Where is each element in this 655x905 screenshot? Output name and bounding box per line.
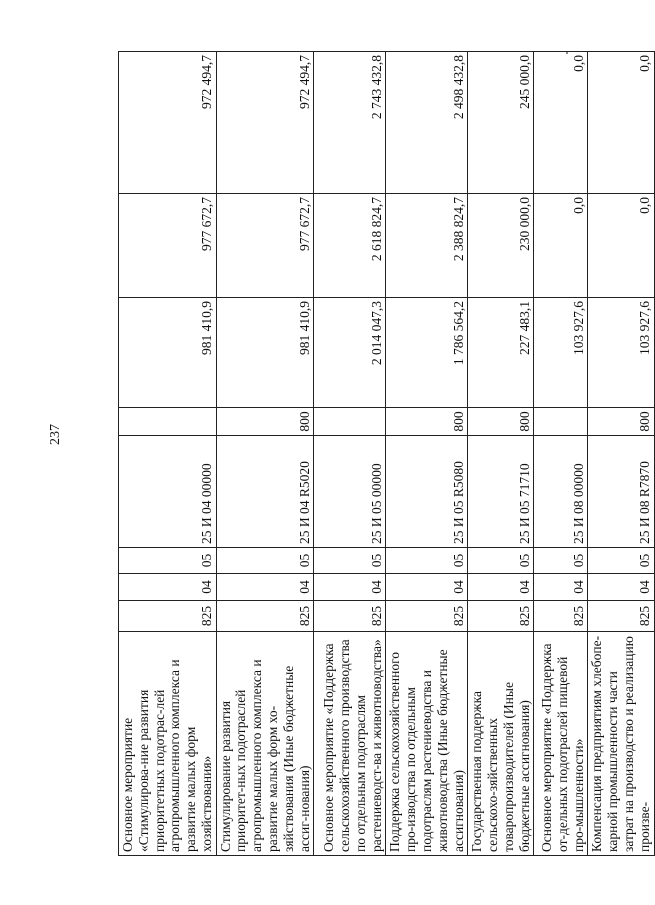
amount-year-1: 103 927,6 xyxy=(588,298,654,408)
table-row xyxy=(119,52,217,856)
table-row xyxy=(588,52,654,856)
target-article-code: 25 И 04 R5020 xyxy=(216,436,314,548)
subsection-code: 05 xyxy=(119,548,217,574)
amount-year-2: 2 618 824,7 xyxy=(314,194,386,298)
amount-year-1: 227 483,1 xyxy=(468,298,534,408)
amount-year-1: 103 927,6 xyxy=(534,298,588,408)
amount-year-3: 2 498 432,8 xyxy=(386,52,468,194)
amount-year-1: 1 786 564,2 xyxy=(386,298,468,408)
amount-year-3: 972 494,7 xyxy=(216,52,314,194)
target-article-code: 25 И 08 R7870 xyxy=(588,436,654,548)
ministry-code: 825 xyxy=(534,601,588,632)
ministry-code: 825 xyxy=(216,601,314,632)
table-row xyxy=(216,52,314,856)
budget-table xyxy=(118,51,655,856)
subsection-code: 05 xyxy=(468,548,534,574)
amount-year-2: 0,0 xyxy=(588,194,654,298)
row-description: Компенсация предприятиям хлебопе-карной промышленности части затрат на производство и реализацию произве- xyxy=(588,632,654,856)
target-article-code: 25 И 05 00000 xyxy=(314,436,386,548)
section-code: 04 xyxy=(314,574,386,601)
row-description: Государственная поддержка сельскохо-зяйственных товаропроизводителей (Иные бюджетные ассигнования) xyxy=(468,632,534,856)
ministry-code: 825 xyxy=(314,601,386,632)
ministry-code: 825 xyxy=(468,601,534,632)
expense-type-code: 800 xyxy=(216,408,314,436)
section-code: 04 xyxy=(386,574,468,601)
section-code: 04 xyxy=(216,574,314,601)
subsection-code: 05 xyxy=(216,548,314,574)
target-article-code: 25 И 05 R5080 xyxy=(386,436,468,548)
section-code: 04 xyxy=(119,574,217,601)
section-code: 04 xyxy=(534,574,588,601)
expense-type-code xyxy=(119,408,217,436)
expense-type-code xyxy=(534,408,588,436)
budget-table-container xyxy=(118,52,652,856)
amount-year-3: 0,0 xyxy=(588,52,654,194)
scan-speck xyxy=(566,52,568,54)
row-description: Основное мероприятие «Стимулирова-ние развития приоритетных подотрас-лей агропромышленного комплекса и развитие малых форм хозяйствования» xyxy=(119,632,217,856)
section-code: 04 xyxy=(588,574,654,601)
target-article-code: 25 И 04 00000 xyxy=(119,436,217,548)
amount-year-3: 972 494,7 xyxy=(119,52,217,194)
subsection-code: 05 xyxy=(314,548,386,574)
ministry-code: 825 xyxy=(119,601,217,632)
table-row xyxy=(314,52,386,856)
amount-year-1: 981 410,9 xyxy=(216,298,314,408)
amount-year-1: 2 014 047,3 xyxy=(314,298,386,408)
row-description: Основное мероприятие «Поддержка сельскохозяйственного производства по отдельным подотраслям растениеводст-ва и животноводства» xyxy=(314,632,386,856)
amount-year-2: 230 000,0 xyxy=(468,194,534,298)
target-article-code: 25 И 08 00000 xyxy=(534,436,588,548)
amount-year-3: 245 000,0 xyxy=(468,52,534,194)
target-article-code: 25 И 05 71710 xyxy=(468,436,534,548)
amount-year-2: 2 388 824,7 xyxy=(386,194,468,298)
table-row xyxy=(468,52,534,856)
amount-year-2: 977 672,7 xyxy=(216,194,314,298)
ministry-code: 825 xyxy=(588,601,654,632)
amount-year-1: 981 410,9 xyxy=(119,298,217,408)
row-description: Поддержка сельскохозяйственного про-изводства по отдельным подотраслям растениеводства и животноводства (Иные бюджетные ассигнования) xyxy=(386,632,468,856)
row-description: Основное мероприятие «Поддержка от-дельных подотраслей пищевой про-мышленности» xyxy=(534,632,588,856)
section-code: 04 xyxy=(468,574,534,601)
subsection-code: 05 xyxy=(386,548,468,574)
page-number: 237 xyxy=(48,424,63,445)
subsection-code: 05 xyxy=(588,548,654,574)
subsection-code: 05 xyxy=(534,548,588,574)
amount-year-2: 0,0 xyxy=(534,194,588,298)
expense-type-code xyxy=(314,408,386,436)
expense-type-code: 800 xyxy=(468,408,534,436)
expense-type-code: 800 xyxy=(588,408,654,436)
expense-type-code: 800 xyxy=(386,408,468,436)
amount-year-3: 0,0 xyxy=(534,52,588,194)
ministry-code: 825 xyxy=(386,601,468,632)
amount-year-2: 977 672,7 xyxy=(119,194,217,298)
amount-year-3: 2 743 432,8 xyxy=(314,52,386,194)
table-row xyxy=(386,52,468,856)
row-description: Стимулирование развития приоритет-ных подотраслей агропромышленного комплекса и развитие малых форм хо-зяйствования (Иные бюджетные ассиг-нования) xyxy=(216,632,314,856)
table-row xyxy=(534,52,588,856)
